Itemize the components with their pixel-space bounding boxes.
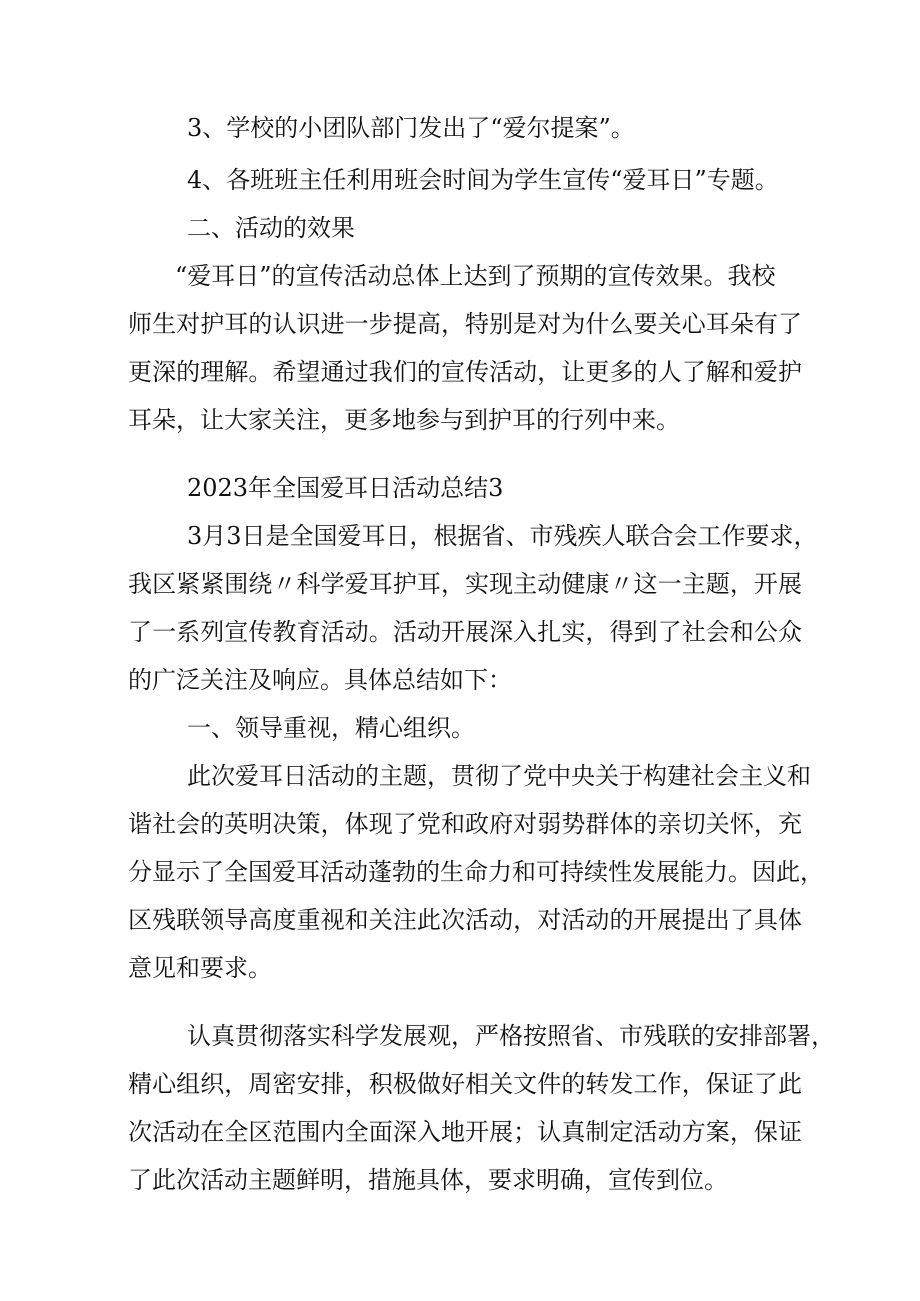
paragraph-line: 分显示了全国爱耳活动蓬勃的生命力和可持续性发展能力。因此，	[128, 858, 824, 886]
paragraph-line: 的广泛关注及响应。具体总结如下：	[128, 666, 512, 694]
paragraph-line: 区残联领导高度重视和关注此次活动，对活动的开展提出了具体	[128, 906, 802, 934]
paragraph-line: 意见和要求。	[128, 954, 272, 982]
section-heading: 一、领导重视，精心组织。	[187, 714, 475, 742]
paragraph-line: 耳朵，让大家关注，更多地参与到护耳的行列中来。	[128, 406, 680, 434]
paragraph-line: 精心组织，周密安排，积极做好相关文件的转发工作，保证了此	[128, 1070, 802, 1098]
paragraph-line: 了此次活动主题鲜明，措施具体，要求明确，宣传到位。	[128, 1166, 728, 1194]
paragraph-line: 谐社会的英明决策，体现了党和政府对弱势群体的亲切关怀，充	[128, 810, 802, 838]
paragraph-line: 了一系列宣传教育活动。活动开展深入扎实，得到了社会和公众	[128, 618, 802, 646]
paragraph-line: 次活动在全区范围内全面深入地开展；认真制定活动方案，保证	[128, 1118, 802, 1146]
paragraph-line: 师生对护耳的认识进一步提高，特别是对为什么要关心耳朵有了	[128, 310, 802, 338]
paragraph-line: 3月3日是全国爱耳日，根据省、市残疾人联合会工作要求，	[187, 522, 818, 550]
paragraph-line: 认真贯彻落实科学发展观，严格按照省、市残联的安排部署，	[187, 1022, 835, 1050]
document-title: 2023年全国爱耳日活动总结3	[187, 474, 504, 502]
paragraph-line: 此次爱耳日活动的主题，贯彻了党中央关于构建社会主义和	[187, 762, 811, 790]
paragraph-line: 更深的理解。希望通过我们的宣传活动，让更多的人了解和爱护	[128, 358, 802, 386]
section-heading: 二、活动的效果	[187, 214, 355, 242]
list-item: 4、各班班主任利用班会时间为学生宣传“爱耳日”专题。	[187, 166, 779, 194]
list-item: 3、学校的小团队部门发出了“爱尔提案”。	[187, 114, 635, 142]
paragraph-line: “爱耳日”的宣传活动总体上达到了预期的宣传效果。我校	[175, 262, 776, 290]
paragraph-line: 我区紧紧围绕〃科学爱耳护耳，实现主动健康〃这一主题，开展	[128, 570, 802, 598]
